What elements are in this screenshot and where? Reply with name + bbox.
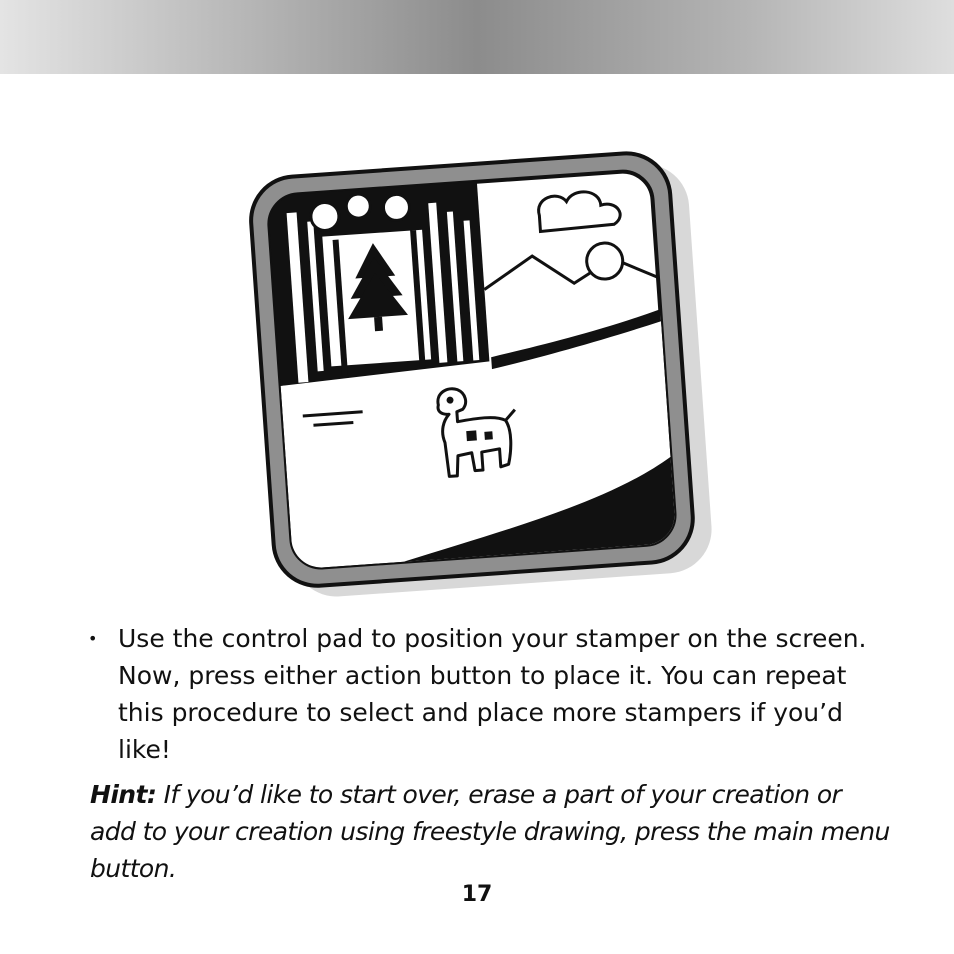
hint-paragraph — [90, 776, 890, 887]
hint-label: Hint: — [90, 780, 157, 809]
header-gradient-band — [0, 0, 954, 74]
screen-frame — [248, 150, 696, 588]
instruction-bullet — [88, 620, 888, 768]
page-number: 17 — [461, 882, 493, 907]
sun — [585, 242, 623, 280]
hint-text: If you’d like to start over, erase a part of your creation or add to your creation using freestyle drawing, press the main menu button. — [90, 780, 890, 883]
instruction-text: Use the control pad to position your stamper on the screen. Now, press either action button to place it. You can repeat this procedure to select and place more stampers if you’d like! — [118, 624, 867, 764]
device-screen-illustration — [240, 140, 720, 600]
bullet-symbol: • — [88, 629, 98, 648]
